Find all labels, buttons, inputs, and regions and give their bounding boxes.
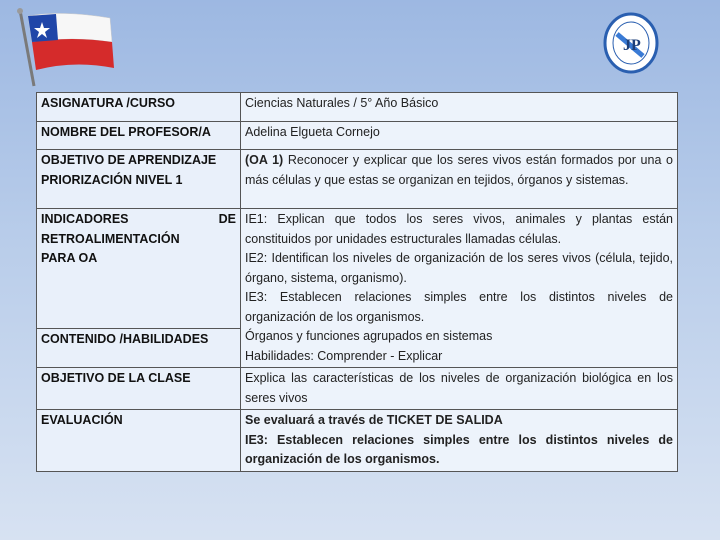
indicadores-label-word2: DE	[218, 212, 236, 226]
row-objetivo-aprendizaje	[37, 150, 678, 209]
contenido-line1: Órganos y funciones agrupados en sistemas	[245, 329, 493, 343]
contenido-line2: Habilidades: Comprender - Explicar	[245, 348, 443, 363]
row-asignatura	[37, 93, 678, 122]
indicador-ie3: IE3: Establecen relaciones simples entre los distintos niveles de organización de los organismos.	[245, 290, 673, 324]
logo-text: JP	[623, 37, 641, 54]
objetivo-clase-value: Explica las características de los niveles de organización biológica en los seres vivos	[241, 368, 678, 410]
evaluacion-value-cell	[241, 410, 678, 472]
row-evaluacion	[37, 410, 678, 472]
lesson-info-table	[36, 92, 678, 472]
indicadores-label-cell	[37, 209, 241, 329]
objetivo-clase-label: OBJETIVO DE LA CLASE	[37, 368, 241, 410]
objetivo-text: Reconocer y explicar que los seres vivos están formados por una o más células y que estas se organizan en tejidos, órganos y sistemas.	[245, 153, 673, 187]
indicadores-label-line2: RETROALIMENTACIÓN	[41, 231, 180, 246]
profesor-label: NOMBRE DEL PROFESOR/A	[37, 122, 241, 150]
evaluacion-label: EVALUACIÓN	[37, 410, 241, 472]
objetivo-label-line2: PRIORIZACIÓN NIVEL 1	[41, 172, 183, 187]
objetivo-label-line1: OBJETIVO DE APRENDIZAJE	[41, 153, 217, 167]
row-objetivo-clase	[37, 368, 678, 410]
row-indicadores	[37, 209, 678, 329]
row-profesor	[37, 122, 678, 150]
asignatura-label: ASIGNATURA /CURSO	[37, 93, 241, 122]
oa-code: (OA 1)	[245, 153, 284, 167]
indicadores-label-line3: PARA OA	[41, 251, 98, 265]
objetivo-label-cell	[37, 150, 241, 209]
chile-flag-icon	[12, 6, 118, 88]
contenido-label: CONTENIDO /HABILIDADES	[37, 329, 241, 368]
indicador-ie1: IE1: Explican que todos los seres vivos, animales y plantas están constituidos por unidades estructurales llamadas células.	[245, 212, 673, 246]
objetivo-value-cell	[241, 150, 678, 209]
asignatura-value: Ciencias Naturales / 5° Año Básico	[241, 93, 678, 122]
indicadores-label-word1: INDICADORES	[41, 212, 129, 226]
indicadores-value-cell	[241, 209, 678, 368]
evaluacion-line1: Se evaluará a través de TICKET DE SALIDA	[245, 413, 503, 427]
school-seal-logo	[603, 12, 659, 74]
profesor-value: Adelina Elgueta Cornejo	[241, 122, 678, 150]
evaluacion-line2: IE3: Establecen relaciones simples entre los distintos niveles de organización de los organismos.	[245, 432, 673, 466]
indicador-ie2: IE2: Identifican los niveles de organización de los seres vivos (célula, tejido, órgano, sistema, organismo).	[245, 251, 673, 285]
